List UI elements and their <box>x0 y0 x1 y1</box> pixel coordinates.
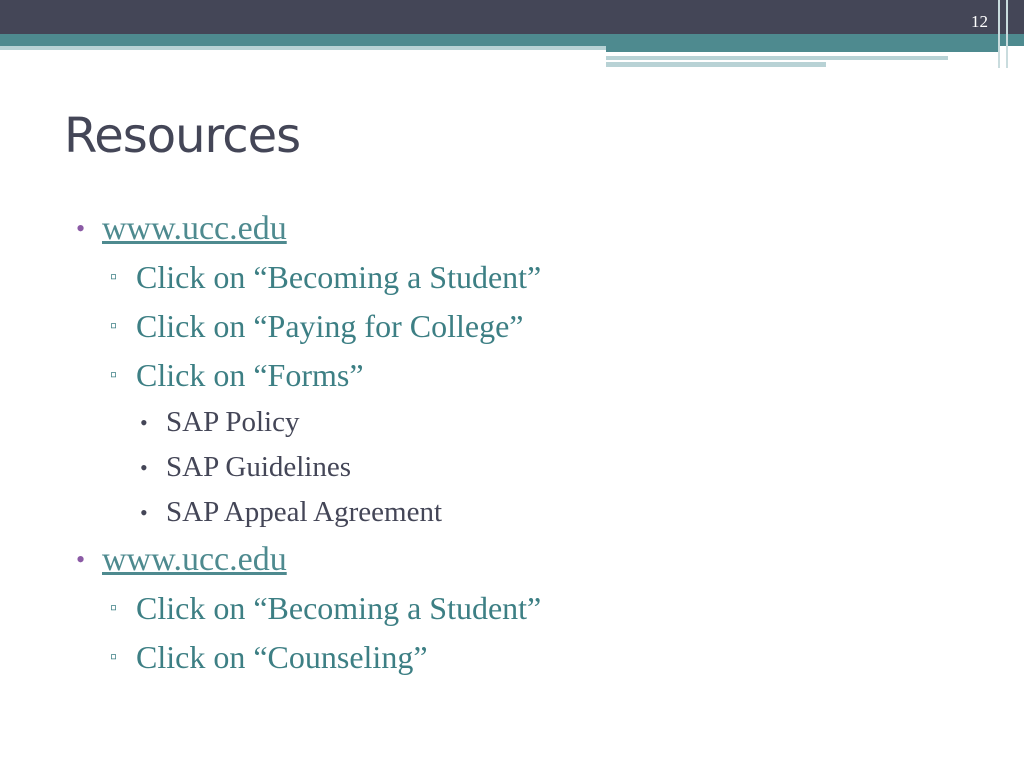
header-decor-vline <box>998 0 1000 68</box>
sub-bullet-item <box>76 584 976 633</box>
sub-bullet-item <box>76 302 976 351</box>
sub-bullet-text: Click on “Counseling” <box>136 639 428 675</box>
sub-bullet-item <box>76 633 976 682</box>
sub-bullet-item <box>76 351 976 400</box>
square-bullet-icon: ▫ <box>110 315 118 337</box>
sub-bullet-text: Click on “Becoming a Student” <box>136 259 542 295</box>
small-dot-bullet-icon: • <box>140 410 148 435</box>
small-dot-bullet-icon: • <box>140 455 148 480</box>
bullet-dot-icon: • <box>76 545 86 574</box>
page-number: 12 <box>971 12 988 31</box>
header-decor-line <box>606 62 826 67</box>
slide-content <box>76 204 976 682</box>
square-bullet-icon: ▫ <box>110 266 118 288</box>
slide-title: Resources <box>64 108 301 164</box>
ucc-link[interactable]: www.ucc.edu <box>102 210 287 247</box>
header-bar <box>0 0 1024 34</box>
bullet-item <box>76 204 976 253</box>
sub-sub-bullet-item <box>76 445 976 490</box>
header-decor-line <box>0 46 606 50</box>
header-accent-bar <box>0 34 1024 46</box>
sub-sub-bullet-text: SAP Policy <box>166 406 300 438</box>
small-dot-bullet-icon: • <box>140 500 148 525</box>
sub-bullet-text: Click on “Forms” <box>136 357 364 393</box>
sub-sub-bullet-item <box>76 490 976 535</box>
sub-sub-bullet-text: SAP Guidelines <box>166 451 352 483</box>
sub-sub-bullet-text: SAP Appeal Agreement <box>166 496 442 528</box>
sub-bullet-text: Click on “Becoming a Student” <box>136 590 542 626</box>
header-decor-vline <box>1006 0 1008 68</box>
header-decor-line <box>606 56 948 60</box>
square-bullet-icon: ▫ <box>110 597 118 619</box>
header-decor-line <box>606 46 998 52</box>
sub-bullet-text: Click on “Paying for College” <box>136 308 524 344</box>
square-bullet-icon: ▫ <box>110 364 118 386</box>
bullet-item <box>76 535 976 584</box>
ucc-link[interactable]: www.ucc.edu <box>102 541 287 578</box>
square-bullet-icon: ▫ <box>110 646 118 668</box>
sub-bullet-item <box>76 253 976 302</box>
sub-sub-bullet-item <box>76 400 976 445</box>
bullet-dot-icon: • <box>76 214 86 243</box>
